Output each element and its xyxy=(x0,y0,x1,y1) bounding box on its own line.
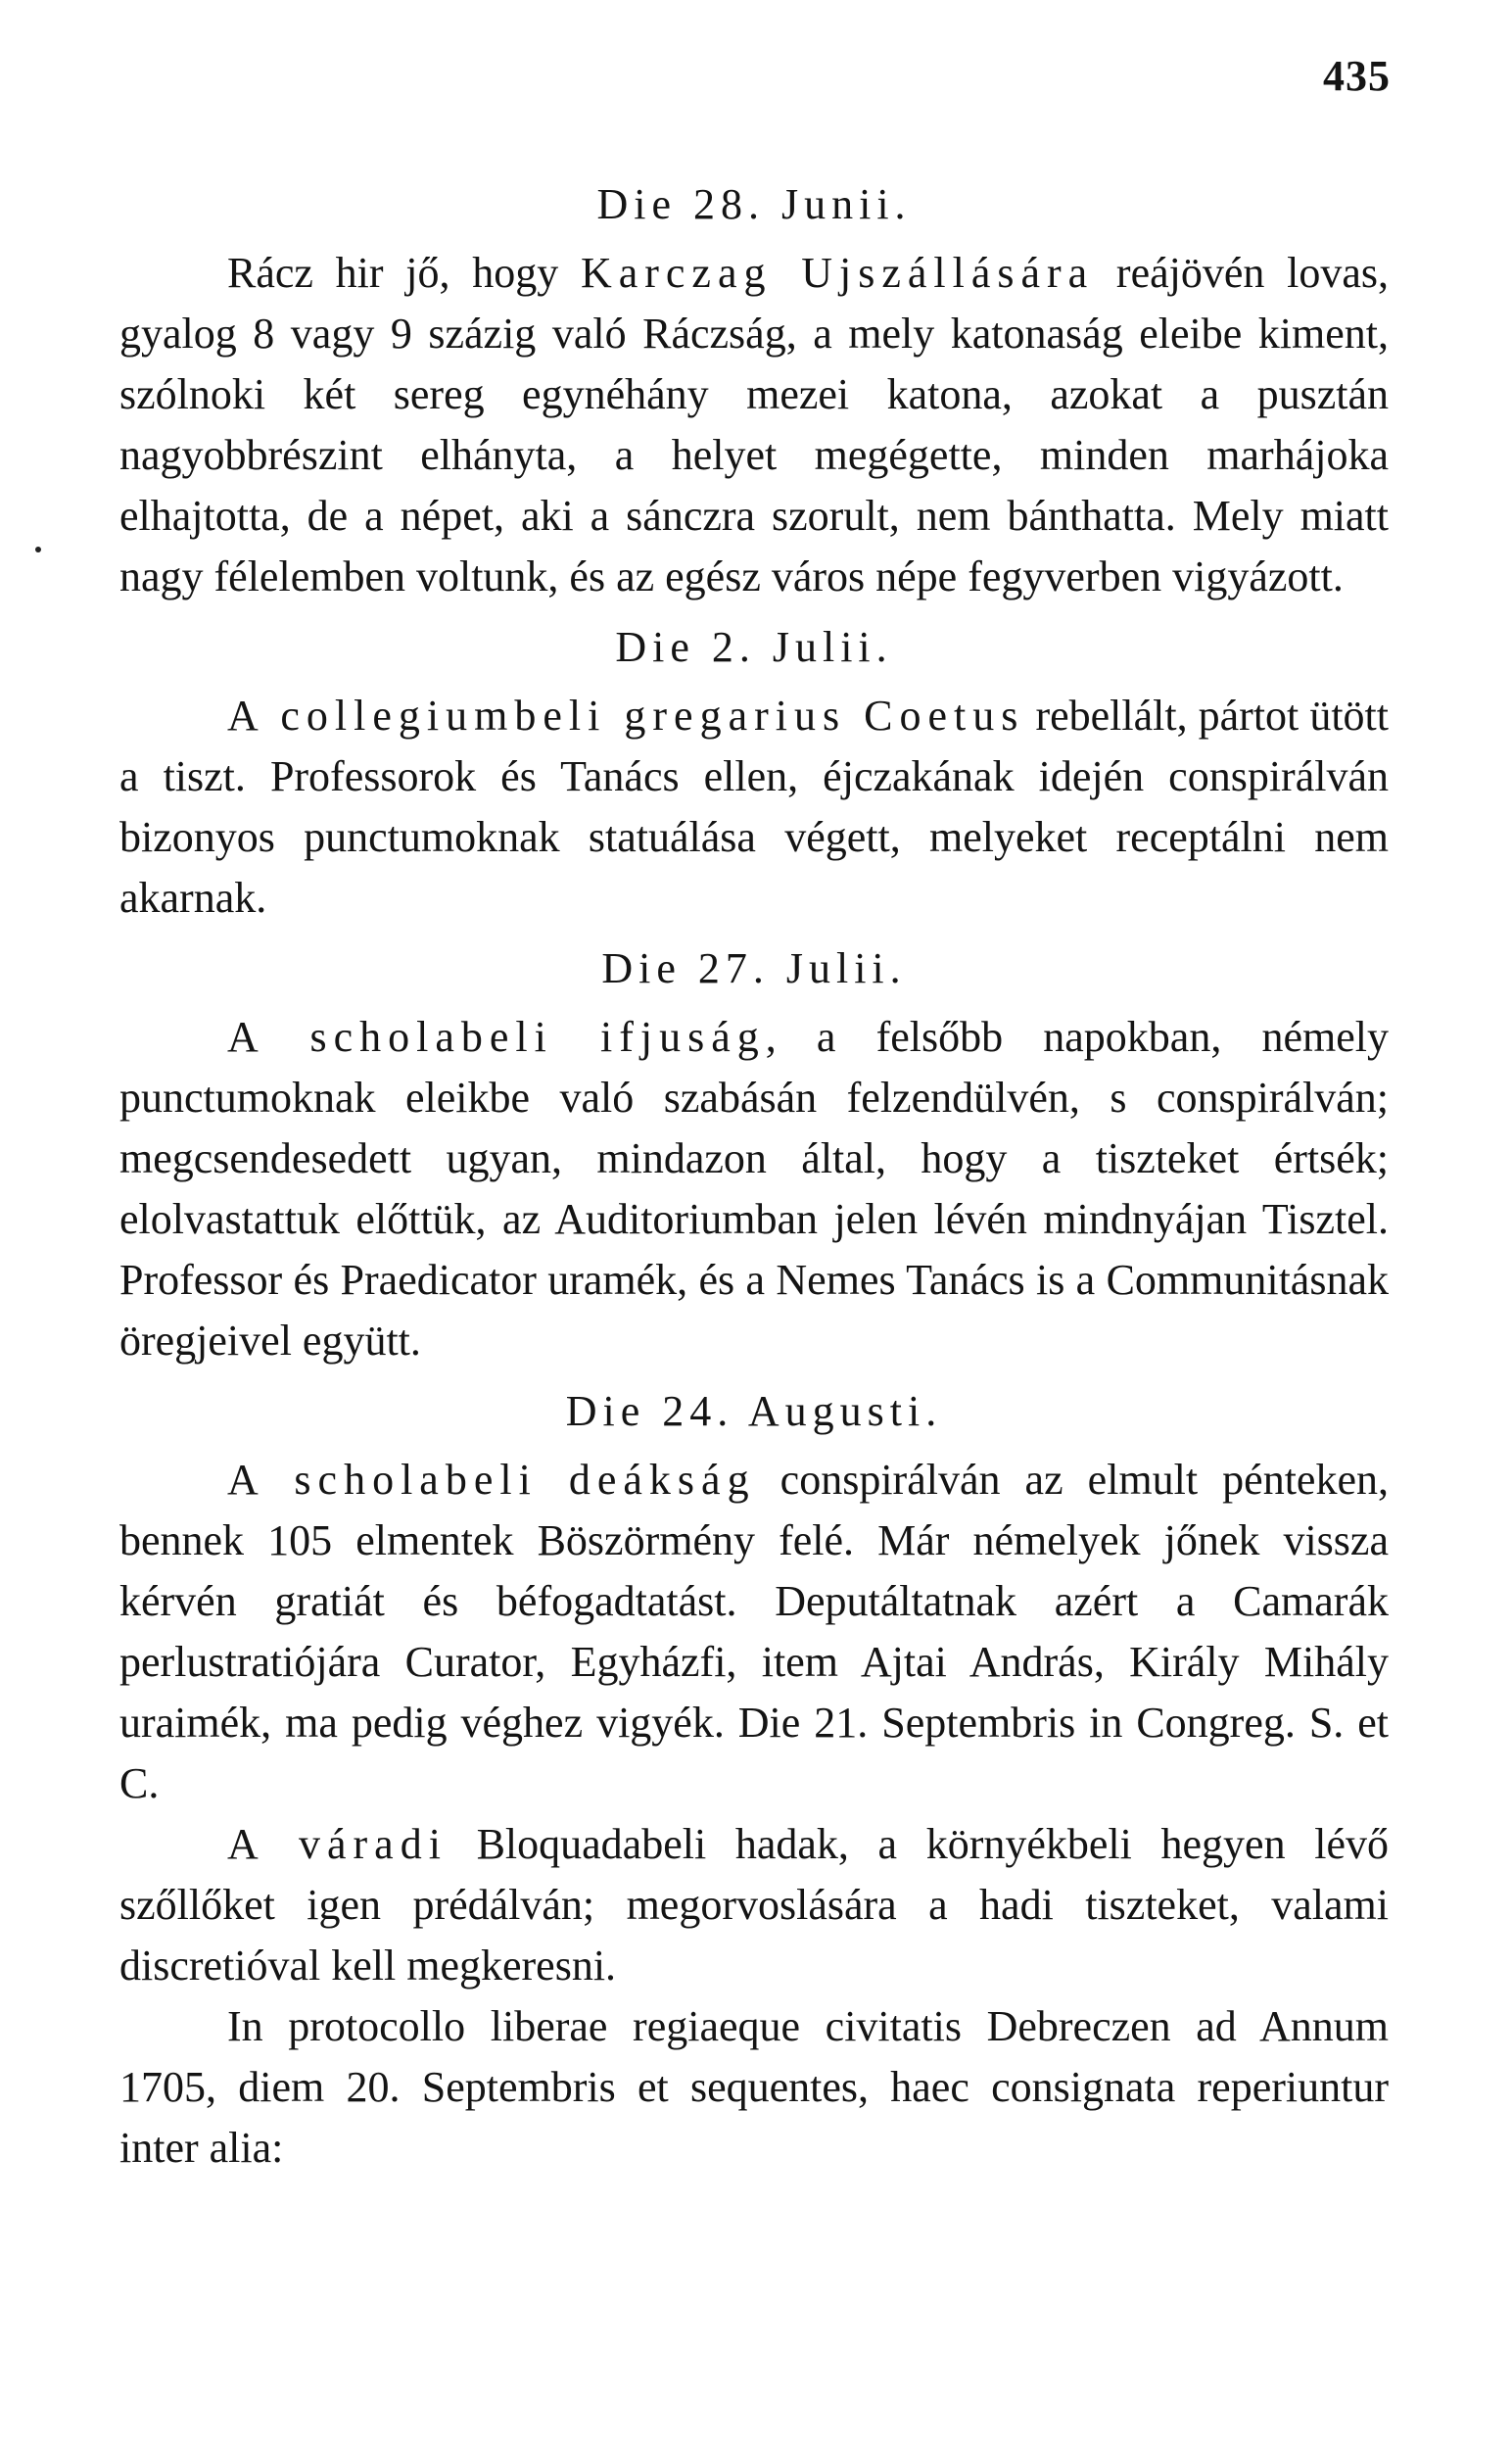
paragraph-rest: reájövén lovas, gyalog 8 vagy 9 százig való Ráczság, a mely katonaság eleibe kiment, szólnoki két sereg egynéhány mezei katona, azokat a pusztán nagyobbrészint elhányta, a helyet megégette, minden marhájoka elhajtotta, de a népet, aki a sánczra szorult, nem bánthatta. Mely miatt nagy félelemben voltunk, és az egész város népe fegyverben vigyázott. xyxy=(119,249,1389,600)
date-heading: Die 24. Augusti. xyxy=(565,1387,943,1435)
date-heading: Die 27. Julii. xyxy=(601,944,907,992)
spaced-phrase: A collegiumbeli gregarius Coetus xyxy=(227,692,1025,740)
paragraph xyxy=(119,1450,1389,1814)
scan-speck xyxy=(35,547,41,552)
page-number: 435 xyxy=(1323,52,1391,100)
paragraph xyxy=(119,1007,1389,1371)
paragraph-lead: Rácz hir jő, hogy xyxy=(227,249,581,297)
spaced-phrase: A scholabeli ifjuság xyxy=(227,1013,766,1061)
spaced-phrase: Karczag Ujszállására xyxy=(580,249,1095,297)
paragraph-rest: conspirálván az elmult pénteken, bennek 105 elmentek Böszörmény felé. Már némelyek jőnek vissza kérvén gratiát és béfogadtatást. Deputáltatnak azért a Camarák perlustratiójára Curator, Egyházfi, item Ajtai András, Király Mihály uraimék, ma pedig véghez vigyék. Die 21. Septembris in Congreg. S. et C. xyxy=(119,1456,1389,1807)
paragraph xyxy=(119,1996,1389,2179)
paragraph-rest: Bloquadabeli hadak, a környékbeli hegyen lévő szőllőket igen prédálván; megorvoslására a hadi tiszteket, valami discretióval kell megkeresni. xyxy=(119,1820,1389,1990)
paragraph xyxy=(119,1814,1389,1996)
spaced-phrase: A váradi xyxy=(227,1820,448,1868)
paragraph xyxy=(119,243,1389,607)
date-heading: Die 2. Julii. xyxy=(615,623,893,671)
paragraph-rest: rebellált, pártot ütött a tiszt. Professorok és Tanács ellen, éjczakának idején conspirálván bizonyos punctumoknak statuálása végett, melyeket receptálni nem akarnak. xyxy=(119,692,1389,922)
paragraph xyxy=(119,686,1389,929)
page-body xyxy=(119,174,1389,2179)
spaced-phrase: A scholabeli deákság xyxy=(227,1456,756,1504)
date-heading: Die 28. Junii. xyxy=(596,180,912,228)
paragraph-lead: In protocollo liberae regiaeque civitatis Debreczen ad Annum 1705, diem 20. Septembris et sequentes, haec consignata reperiuntur inter alia: xyxy=(119,2002,1389,2172)
paragraph-rest: , a felsőbb napokban, némely punctumoknak eleikbe való szabásán felzendülvén, s conspirálván; megcsendesedett ugyan, mindazon által, hogy a tiszteket értsék; elolvastattuk előttük, az Auditoriumban jelen lévén mindnyájan Tisztel. Professor és Praedicator uramék, és a Nemes Tanács is a Communitásnak öregjeivel együtt. xyxy=(119,1013,1389,1365)
